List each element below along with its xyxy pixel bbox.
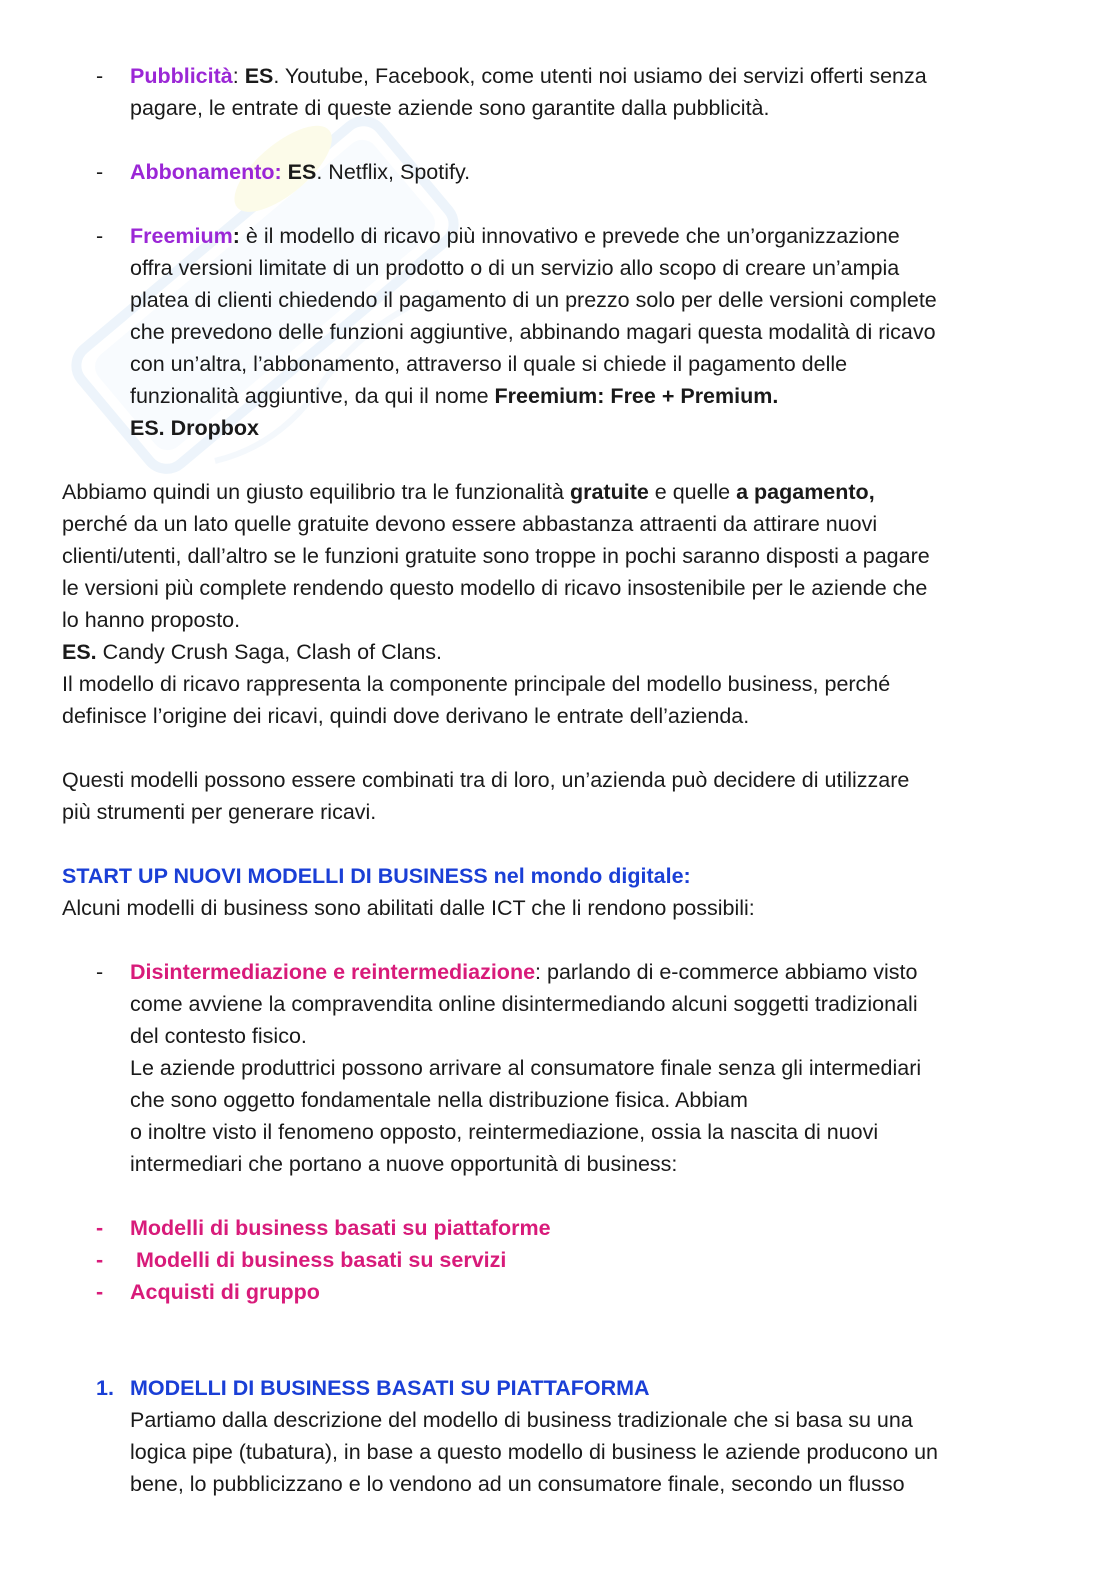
freemium-line-6: funzionalità aggiuntive, da qui il nome Freemium: Free + Premium. — [130, 384, 779, 408]
freemium-line-3: platea di clienti chiedendo il pagamento di un prezzo solo per delle versioni complete — [130, 288, 937, 312]
freemium-line-1: Freemium: è il modello di ricavo più innovativo e prevede che un’organizzazione — [130, 224, 900, 248]
para1-line-3: clienti/utenti, dall’altro se le funzioni gratuite sono troppe in pochi saranno disposti a pagare — [62, 544, 930, 568]
pubblicita-line-1: Pubblicità: ES. Youtube, Facebook, come utenti noi usiamo dei servizi offerti senza — [130, 64, 927, 88]
para2-line-2: più strumenti per generare ricavi. — [62, 800, 377, 824]
para1-line-8: definisce l’origine dei ricavi, quindi dove derivano le entrate dell’azienda. — [62, 704, 750, 728]
pink-list-item: Acquisti di gruppo — [130, 1280, 320, 1304]
disintermediazione-line-5: che sono oggetto fondamentale nella distribuzione fisica. Abbiam — [130, 1088, 748, 1112]
section1-line-2: logica pipe (tubatura), in base a questo modello di business le aziende producono un — [130, 1440, 938, 1464]
bullet-dash: - — [96, 1248, 104, 1272]
para2-line-1: Questi modelli possono essere combinati tra di loro, un’azienda può decidere di utilizzare — [62, 768, 910, 792]
freemium-line-7: ES. Dropbox — [130, 416, 260, 440]
para1-line-7: Il modello di ricavo rappresenta la componente principale del modello business, perché — [62, 672, 891, 696]
pubblicita-line-2: pagare, le entrate di queste aziende sono garantite dalla pubblicità. — [130, 96, 770, 120]
section1-line-3: bene, lo pubblicizzano e lo vendono ad un consumatore finale, secondo un flusso — [130, 1472, 905, 1496]
freemium-line-2: offra versioni limitate di un prodotto o di un servizio allo scopo di creare un’ampia — [130, 256, 900, 280]
para1-line-6: ES. Candy Crush Saga, Clash of Clans. — [62, 640, 443, 664]
bullet-dash: - — [96, 160, 104, 184]
freemium-line-4: che prevedono delle funzioni aggiuntive, abbinando magari questa modalità di ricavo — [130, 320, 936, 344]
abbonamento-line: Abbonamento: ES. Netflix, Spotify. — [130, 160, 471, 184]
disintermediazione-line-7: intermediari che portano a nuove opportunità di business: — [130, 1152, 678, 1176]
bullet-dash: - — [96, 64, 104, 88]
section1-line-1: Partiamo dalla descrizione del modello di business tradizionale che si basa su una — [130, 1408, 913, 1432]
startup-intro: Alcuni modelli di business sono abilitati dalle ICT che li rendono possibili: — [62, 896, 755, 920]
disintermediazione-line-2: come avviene la compravendita online disintermediando alcuni soggetti tradizionali — [130, 992, 918, 1016]
pink-list-item: Modelli di business basati su piattaforme — [130, 1216, 551, 1240]
bullet-dash: - — [96, 1216, 104, 1240]
disintermediazione-line-4: Le aziende produttrici possono arrivare al consumatore finale senza gli intermediari — [130, 1056, 922, 1080]
pink-list-item: Modelli di business basati su servizi — [130, 1248, 507, 1272]
startup-heading: START UP NUOVI MODELLI DI BUSINESS nel mondo digitale: — [62, 864, 691, 888]
bullet-dash: - — [96, 960, 104, 984]
disintermediazione-line-6: o inoltre visto il fenomeno opposto, reintermediazione, ossia la nascita di nuovi — [130, 1120, 879, 1144]
bullet-dash: - — [96, 224, 104, 248]
freemium-line-5: con un’altra, l’abbonamento, attraverso il quale si chiede il pagamento delle — [130, 352, 848, 376]
para1-line-5: lo hanno proposto. — [62, 608, 241, 632]
disintermediazione-line-3: del contesto fisico. — [130, 1024, 307, 1048]
bullet-dash: - — [96, 1280, 104, 1304]
disintermediazione-line-1: Disintermediazione e reintermediazione: parlando di e-commerce abbiamo visto — [130, 960, 918, 984]
section1-heading: MODELLI DI BUSINESS BASATI SU PIATTAFORMA — [130, 1376, 650, 1400]
para1-line-1: Abbiamo quindi un giusto equilibrio tra le funzionalità gratuite e quelle a pagamento, — [62, 480, 875, 504]
section-number: 1. — [96, 1376, 114, 1400]
para1-line-2: perché da un lato quelle gratuite devono essere abbastanza attraenti da attirare nuovi — [62, 512, 878, 536]
para1-line-4: le versioni più complete rendendo questo modello di ricavo insostenibile per le aziende che — [62, 576, 928, 600]
